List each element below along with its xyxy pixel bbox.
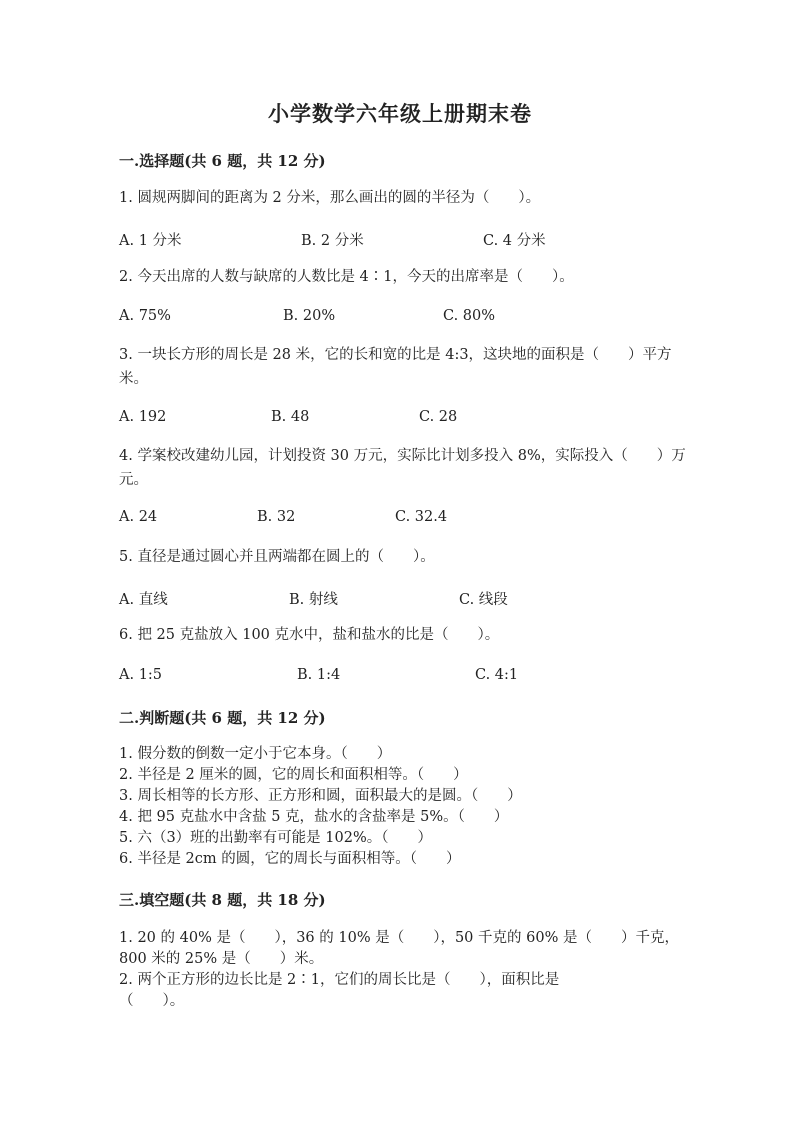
option-5a: A. 直线: [119, 592, 168, 608]
option-2c: C. 80%: [443, 308, 496, 324]
option-4a: A. 24: [119, 509, 158, 525]
option-3b: B. 48: [271, 409, 310, 425]
question-4: 4. 学案校改建幼儿园，计划投资 30 万元，实际比计划多投入 8%，实际投入（ ）万元。: [119, 448, 686, 488]
question-1: 1. 圆规两脚间的距离为 2 分米，那么画出的圆的半径为（ ）。: [119, 190, 541, 206]
section2-heading: 二.判断题(共 6 题，共 12 分): [119, 709, 326, 727]
option-1c: C. 4 分米: [483, 233, 546, 249]
judge-item-5: 5. 六（3）班的出勤率有可能是 102%。（ ）: [119, 830, 432, 846]
option-5c: C. 线段: [459, 592, 508, 608]
option-3c: C. 28: [419, 409, 458, 425]
judge-item-6: 6. 半径是 2cm 的圆，它的周长与面积相等。（ ）: [119, 851, 461, 867]
question-3: 3. 一块长方形的周长是 28 米，它的长和宽的比是 4:3，这块地的面积是（ ）平方米。: [119, 347, 672, 387]
fill-item-1: 1. 20 的 40% 是（ ），36 的 10% 是（ ），50 千克的 60% 是（ ）千克，800 米的 25% 是（ ）米。: [119, 930, 679, 967]
option-6c: C. 4:1: [475, 667, 519, 683]
question-6: 6. 把 25 克盐放入 100 克水中，盐和盐水的比是（ ）。: [119, 627, 500, 643]
question-2: 2. 今天出席的人数与缺席的人数比是 4∶1，今天的出席率是（ ）。: [119, 269, 574, 285]
section3-heading: 三.填空题(共 8 题，共 18 分): [119, 891, 326, 909]
option-4b: B. 32: [257, 509, 296, 525]
option-1a: A. 1 分米: [119, 233, 182, 249]
option-6b: B. 1:4: [297, 667, 341, 683]
fill-item-2: 2. 两个正方形的边长比是 2∶1，它们的周长比是（ ），面积比是（ ）。: [119, 972, 560, 1009]
option-2a: A. 75%: [119, 308, 171, 324]
option-6a: A. 1:5: [119, 667, 163, 683]
judge-item-1: 1. 假分数的倒数一定小于它本身。（ ）: [119, 746, 392, 762]
section1-heading: 一.选择题(共 6 题，共 12 分): [119, 152, 326, 170]
option-5b: B. 射线: [289, 592, 338, 608]
judge-item-4: 4. 把 95 克盐水中含盐 5 克，盐水的含盐率是 5%。（ ）: [119, 809, 509, 825]
option-3a: A. 192: [119, 409, 167, 425]
judge-item-2: 2. 半径是 2 厘米的圆，它的周长和面积相等。（ ）: [119, 767, 468, 783]
option-1b: B. 2 分米: [301, 233, 364, 249]
question-5: 5. 直径是通过圆心并且两端都在圆上的（ ）。: [119, 549, 435, 565]
option-4c: C. 32.4: [395, 509, 448, 525]
exam-title: 小学数学六年级上册期末卷: [268, 101, 532, 126]
option-2b: B. 20%: [283, 308, 336, 324]
judge-item-3: 3. 周长相等的长方形、正方形和圆，面积最大的是圆。（ ）: [119, 788, 522, 804]
